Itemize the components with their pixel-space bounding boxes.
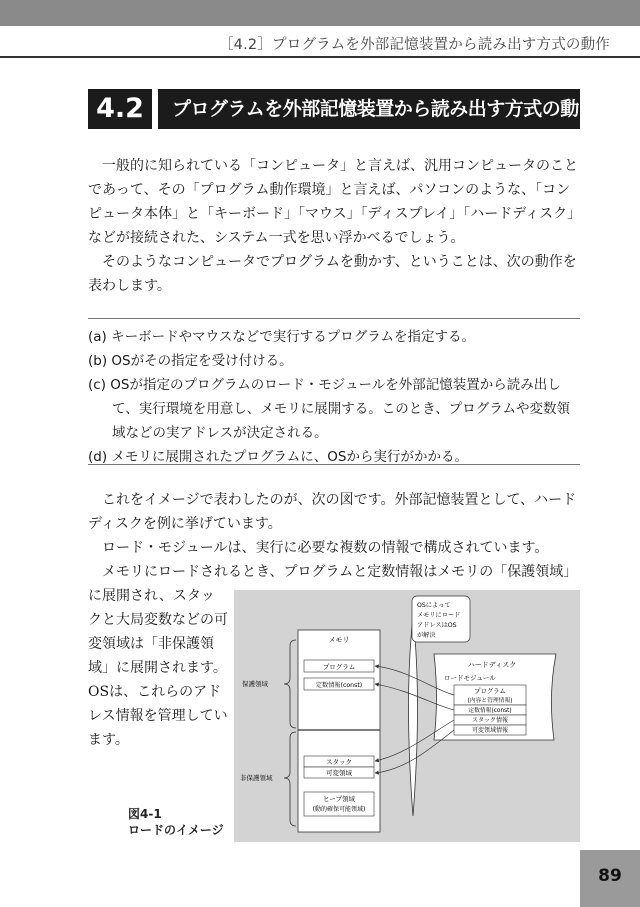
figure-number: 図4-1 <box>128 807 162 821</box>
memory-stack-label: スタック <box>326 758 352 766</box>
memory-heap-sub-label: (動的確保可能領域) <box>312 806 366 813</box>
os-note-line-1: OSによって <box>417 602 451 609</box>
step-c: (c) OSが指定のプログラムのロード・モジュールを外部記憶装置から読み出して、実行環境を用意し、メモリに展開する。このとき、プログラムや変数領域などの実アドレスが決定される。 <box>88 377 571 441</box>
lm-variable-label: 可変領域情報 <box>471 727 509 734</box>
paragraph-3: これをイメージで表わしたのが、次の図です。外部記憶装置として、ハードディスクを例に挙げています。 <box>88 492 577 532</box>
section-title: プログラムを外部記憶装置から読み出す方式の動作 <box>158 89 580 129</box>
paragraph-5: メモリにロードされるとき、プログラムと定数情報はメモリの「保護領域」 <box>102 564 578 580</box>
paragraph-2: そのようなコンピュータでプログラムを動かす、ということは、次の動作を表わします。 <box>88 254 577 294</box>
paragraph-1: 一般的に知られている「コンピュータ」と言えば、汎用コンピュータのことであって、その「プログラム動作環境」と言えば、パソコンのような、「コンピュータ本体」と「キーボード」「マウス」「ディスプレイ」「ハードディスク」などが接続された、システム一式を思い浮かべるでしょう。 <box>88 158 578 246</box>
hard-disk-label: ハードディスク <box>467 661 517 669</box>
header-band <box>0 0 640 26</box>
section-number: 4.2 <box>88 89 152 129</box>
load-diagram <box>234 590 580 842</box>
page-header <box>0 0 640 62</box>
paragraph-6: に展開され、スタックと大局変数などの可変領域は「非保護領域」に展開されます。OSは、これらのアドレス情報を管理しています。 <box>88 588 228 748</box>
os-note-line-3: アドレスはOS <box>417 622 457 629</box>
step-d: (d) メモリに展開されたプログラムに、OSから実行がかかる。 <box>88 449 468 465</box>
step-a: (a) キーボードやマウスなどで実行するプログラムを指定する。 <box>88 329 476 345</box>
running-header-title: ［4.2］プログラムを外部記憶装置から読み出す方式の動作 <box>218 37 610 53</box>
figure-title: ロードのイメージ <box>128 823 224 837</box>
memory-label: メモリ <box>328 636 350 644</box>
os-note-line-4: が解決 <box>417 632 436 639</box>
steps-list <box>88 319 580 469</box>
lm-program-sub-label: (内容と管理情報) <box>467 698 513 704</box>
memory-heap-label: ヒープ領域 <box>323 795 355 803</box>
memory-const-label: 定数情報(const) <box>315 682 363 689</box>
os-note-line-2: メモリにロード <box>417 612 461 619</box>
page-number: 89 <box>598 866 622 886</box>
figure-caption <box>128 806 224 838</box>
step-b: (b) OSがその指定を受け付ける。 <box>88 353 293 369</box>
lm-program-label: プログラム <box>474 688 506 695</box>
steps-box <box>88 318 580 465</box>
protected-label: 保護領域 <box>242 680 268 688</box>
memory-program-label: プログラム <box>322 663 356 671</box>
memory-variable-label: 可変領域 <box>326 769 352 777</box>
lm-stack-label: スタック情報 <box>471 717 509 724</box>
unprotected-label: 非保護領域 <box>240 774 273 782</box>
load-module-label: ロードモジュール <box>444 674 496 682</box>
paragraph-4: ロード・モジュールは、実行に必要な複数の情報で構成されています。 <box>102 540 549 556</box>
header-rule <box>0 56 640 58</box>
lm-const-label: 定数情報(const) <box>468 708 512 714</box>
